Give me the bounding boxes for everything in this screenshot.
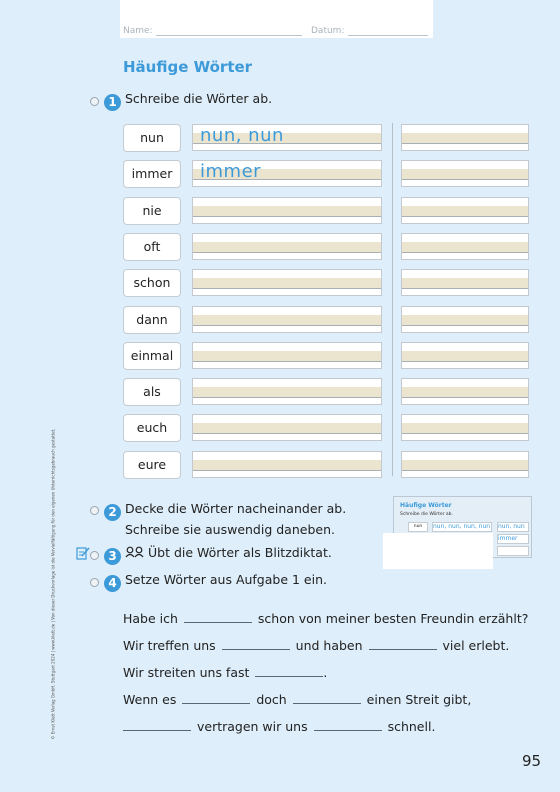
writing-line-memory[interactable] (401, 378, 529, 405)
thumb-line-right-3 (497, 546, 529, 556)
task1-number: 1 (104, 94, 121, 111)
sentence-2-part-b: und haben (295, 638, 363, 653)
task2-line1: Decke die Wörter nacheinander ab. (125, 501, 347, 516)
task3-number: 3 (104, 548, 121, 565)
word-card: nie (123, 197, 181, 225)
task3-text: Übt die Wörter als Blitzdiktat. (148, 545, 332, 560)
word-card: nun (123, 124, 181, 152)
thumb-line-right-2: immer (497, 534, 529, 544)
writing-line-memory[interactable] (401, 342, 529, 369)
writing-line-memory[interactable] (401, 197, 529, 224)
writing-line-copy[interactable] (192, 378, 382, 405)
sentence-4-gap-1[interactable] (182, 691, 250, 704)
page-number: 95 (522, 752, 542, 770)
sentence-2-gap-1[interactable] (222, 637, 290, 650)
word-card: immer (123, 160, 181, 188)
word-card: dann (123, 306, 181, 334)
thumb-title: Häufige Wörter (400, 502, 452, 509)
sentence-3-gap[interactable] (255, 664, 323, 677)
writing-line-copy[interactable] (192, 233, 382, 260)
thumb-word: nun (408, 522, 428, 532)
sentence-1-gap[interactable] (184, 610, 252, 623)
thumb-line-left: nun, nun, nun, nun (433, 523, 491, 530)
writing-line-copy[interactable] (192, 342, 382, 369)
sentence-5-part-b: schnell. (387, 719, 436, 734)
task2-line2: Schreibe sie auswendig daneben. (125, 522, 335, 537)
thumb-task: Schreibe die Wörter ab. (400, 512, 453, 517)
sentence-1-part-b: schon von meiner besten Freundin erzählt? (257, 611, 529, 626)
task2 (104, 500, 346, 539)
task1-marker (90, 97, 99, 106)
task2-number: 2 (104, 504, 121, 521)
writing-line-memory[interactable] (401, 124, 529, 151)
example-handwriting-2: immer (200, 161, 262, 182)
sentence-4-gap-2[interactable] (293, 691, 361, 704)
sentence-5-part-a: vertragen wir uns (196, 719, 308, 734)
name-label: Name: (123, 26, 153, 36)
name-date-band (120, 0, 433, 38)
notepad-pencil-icon (76, 546, 90, 560)
writing-line-memory[interactable] (401, 269, 529, 296)
copyright-side-text: © Ernst Klett Verlag GmbH, Stuttgart 2024 | www.klett.de | Von dieser Druckvorlage ist die Vervielfältigung für den eigenen Unterrichtsgebrauch gestattet. (50, 428, 56, 740)
thumb-line-right: nun, nun (497, 522, 529, 532)
page-title: Häufige Wörter (123, 58, 253, 76)
sentence-3 (123, 664, 327, 680)
writing-line-copy[interactable] (192, 197, 382, 224)
task4 (104, 572, 327, 592)
sentence-4-part-c: einen Streit gibt, (366, 692, 472, 707)
sentence-4 (123, 691, 471, 707)
writing-line-memory[interactable] (401, 160, 529, 187)
sentence-1-part-a: Habe ich (123, 611, 178, 626)
name-line[interactable] (156, 35, 302, 36)
date-line[interactable] (348, 35, 428, 36)
example-handwriting-1: nun, nun (200, 125, 284, 146)
writing-line-memory[interactable] (401, 451, 529, 478)
task4-number: 4 (104, 575, 121, 592)
writing-line-copy[interactable] (192, 414, 382, 441)
writing-line-copy[interactable] (192, 451, 382, 478)
writing-line-copy[interactable] (192, 269, 382, 296)
sentence-5-gap-2[interactable] (314, 718, 382, 731)
task3 (104, 545, 332, 565)
writing-line-memory[interactable] (401, 414, 529, 441)
column-divider (392, 123, 393, 476)
sentence-2-part-c: viel erlebt. (442, 638, 510, 653)
task4-text: Setze Wörter aus Aufgabe 1 ein. (125, 572, 327, 587)
sentence-3-part-a: Wir streiten uns fast (123, 665, 250, 680)
sentence-5-gap-1[interactable] (123, 718, 191, 731)
thumbnail-cover (383, 533, 493, 569)
sentence-5 (123, 718, 435, 734)
writing-line-memory[interactable] (401, 306, 529, 333)
writing-line-copy[interactable] (192, 306, 382, 333)
sentence-2-part-a: Wir treffen uns (123, 638, 216, 653)
task1 (104, 91, 272, 111)
sentence-4-part-b: doch (256, 692, 287, 707)
task4-marker (90, 578, 99, 587)
task3-marker (90, 551, 99, 560)
sentence-4-part-a: Wenn es (123, 692, 177, 707)
writing-line-memory[interactable] (401, 233, 529, 260)
word-card: eure (123, 451, 181, 479)
task2-marker (90, 506, 99, 515)
sentence-2 (123, 637, 509, 653)
word-card: als (123, 378, 181, 406)
sentence-1 (123, 610, 528, 626)
date-label: Datum: (311, 26, 345, 36)
word-card: euch (123, 414, 181, 442)
word-card: schon (123, 269, 181, 297)
sentence-2-gap-2[interactable] (369, 637, 437, 650)
word-card: einmal (123, 342, 181, 370)
sentence-3-part-b: . (323, 665, 328, 680)
partner-work-icon (125, 546, 145, 558)
word-card: oft (123, 233, 181, 261)
task1-text: Schreibe die Wörter ab. (125, 91, 273, 106)
